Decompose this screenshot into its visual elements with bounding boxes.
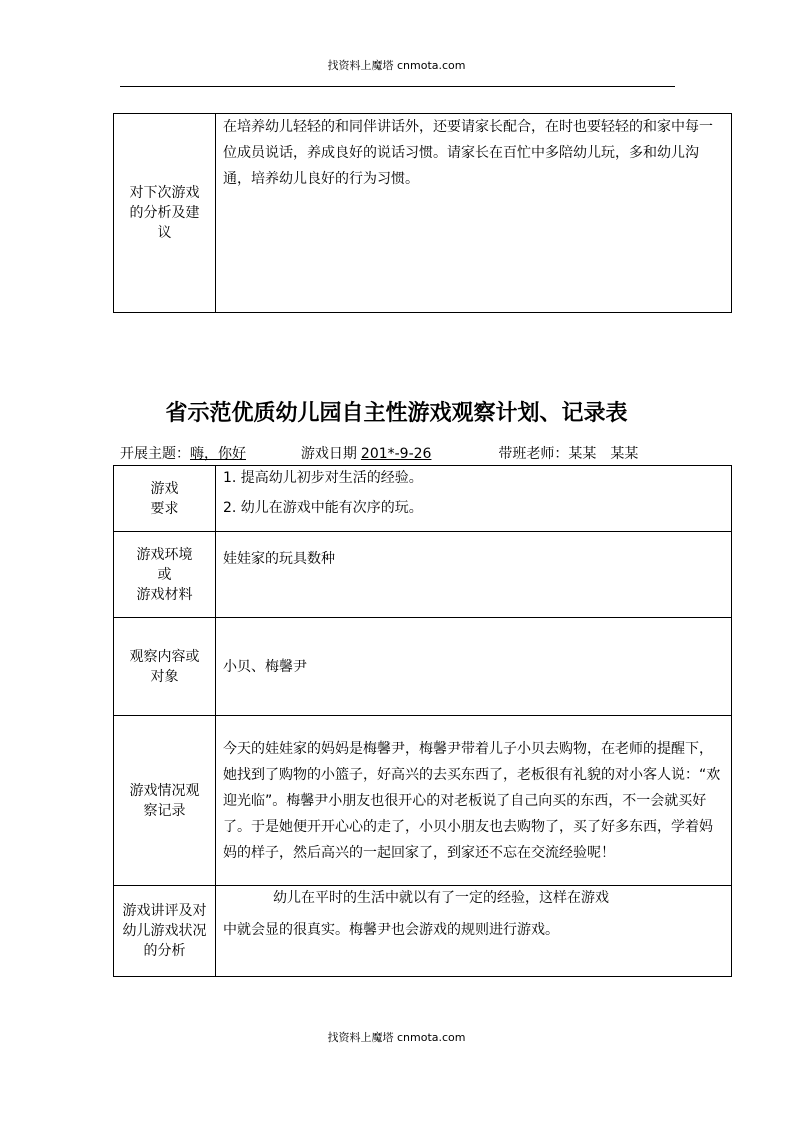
- requirements-label: [114, 466, 216, 532]
- theme-label: 开展主题：: [120, 446, 190, 462]
- environment-label-line2: 或: [157, 566, 172, 583]
- evaluation-label-text: 游戏讲评及对幼儿游戏状况的分析: [122, 903, 207, 959]
- target-content: [216, 618, 732, 716]
- environment-label-line3: 游戏材料: [136, 586, 193, 603]
- analysis-label: [114, 114, 216, 313]
- evaluation-line-2: 中就会显的很真实。梅馨尹也会游戏的规则进行游戏。: [223, 922, 559, 938]
- table-row: [114, 886, 732, 977]
- page-header: 找资料上魔塔 cnmota.com: [327, 59, 466, 72]
- environment-label: [114, 532, 216, 618]
- info-line: [120, 443, 638, 463]
- record-label-text: 游戏情况观察记录: [129, 782, 200, 819]
- record-content: [216, 716, 732, 886]
- environment-label-line1: 游戏环境: [136, 546, 193, 563]
- date-value: 201*-9-26: [360, 446, 432, 462]
- target-text: 小贝、梅馨尹: [223, 658, 307, 675]
- analysis-content: [216, 114, 732, 313]
- record-label: [114, 716, 216, 886]
- observation-table: [113, 465, 732, 977]
- target-label: [114, 618, 216, 716]
- environment-content: [216, 532, 732, 618]
- requirements-label-line2: 要求: [150, 500, 179, 517]
- header-rule: [120, 86, 675, 87]
- requirements-label-line1: 游戏: [150, 480, 179, 497]
- evaluation-line-1: 幼儿在平时的生活中就以有了一定的经验，这样在游戏: [273, 890, 609, 906]
- teacher-value: 某某 某某: [568, 446, 639, 462]
- page-title: 省示范优质幼儿园自主性游戏观察计划、记录表: [165, 400, 628, 426]
- evaluation-label: [114, 886, 216, 977]
- environment-text: 娃娃家的玩具数种: [223, 551, 335, 567]
- analysis-text: 在培养幼儿轻轻的和同伴讲话外，还要请家长配合，在时也要轻轻的和家中每一位成员说话，养成良好的说话习惯。请家长在百忙中多陪幼儿玩，多和幼儿沟通，培养幼儿良好的行为习惯。: [223, 119, 713, 187]
- page-footer: 找资料上魔塔 cnmota.com: [327, 1031, 466, 1044]
- record-text: 今天的娃娃家的妈妈是梅馨尹，梅馨尹带着儿子小贝去购物，在老师的提醒下，她找到了购物的小篮子，好高兴的去买东西了，老板很有礼貌的对小客人说：“欢迎光临”。梅馨尹小朋友也很开心的对老板说了自己向买的东西，不一会就买好了。于是她便开开心心的走了，小贝小朋友也去购物了，买了好多东西，学着妈妈的样子，然后高兴的一起回家了，到家还不忘在交流经验呢！: [223, 740, 721, 861]
- requirements-item-2: 2. 幼儿在游戏中能有次序的玩。: [223, 500, 423, 516]
- requirements-content: [216, 466, 732, 532]
- table-row: [114, 716, 732, 886]
- analysis-label-text: 对下次游戏的分析及建议: [129, 185, 200, 241]
- evaluation-content: [216, 886, 732, 977]
- requirements-item-1: 1. 提高幼儿初步对生活的经验。: [223, 470, 423, 486]
- theme-value: 嗨，你好: [190, 446, 246, 462]
- table-row: [114, 532, 732, 618]
- analysis-table: [113, 113, 732, 313]
- target-label-text: 观察内容或对象: [129, 648, 200, 685]
- date-label: 游戏日期: [300, 446, 357, 462]
- table-row: [114, 618, 732, 716]
- table-row: [114, 466, 732, 532]
- teacher-label: 带班老师：: [498, 446, 569, 462]
